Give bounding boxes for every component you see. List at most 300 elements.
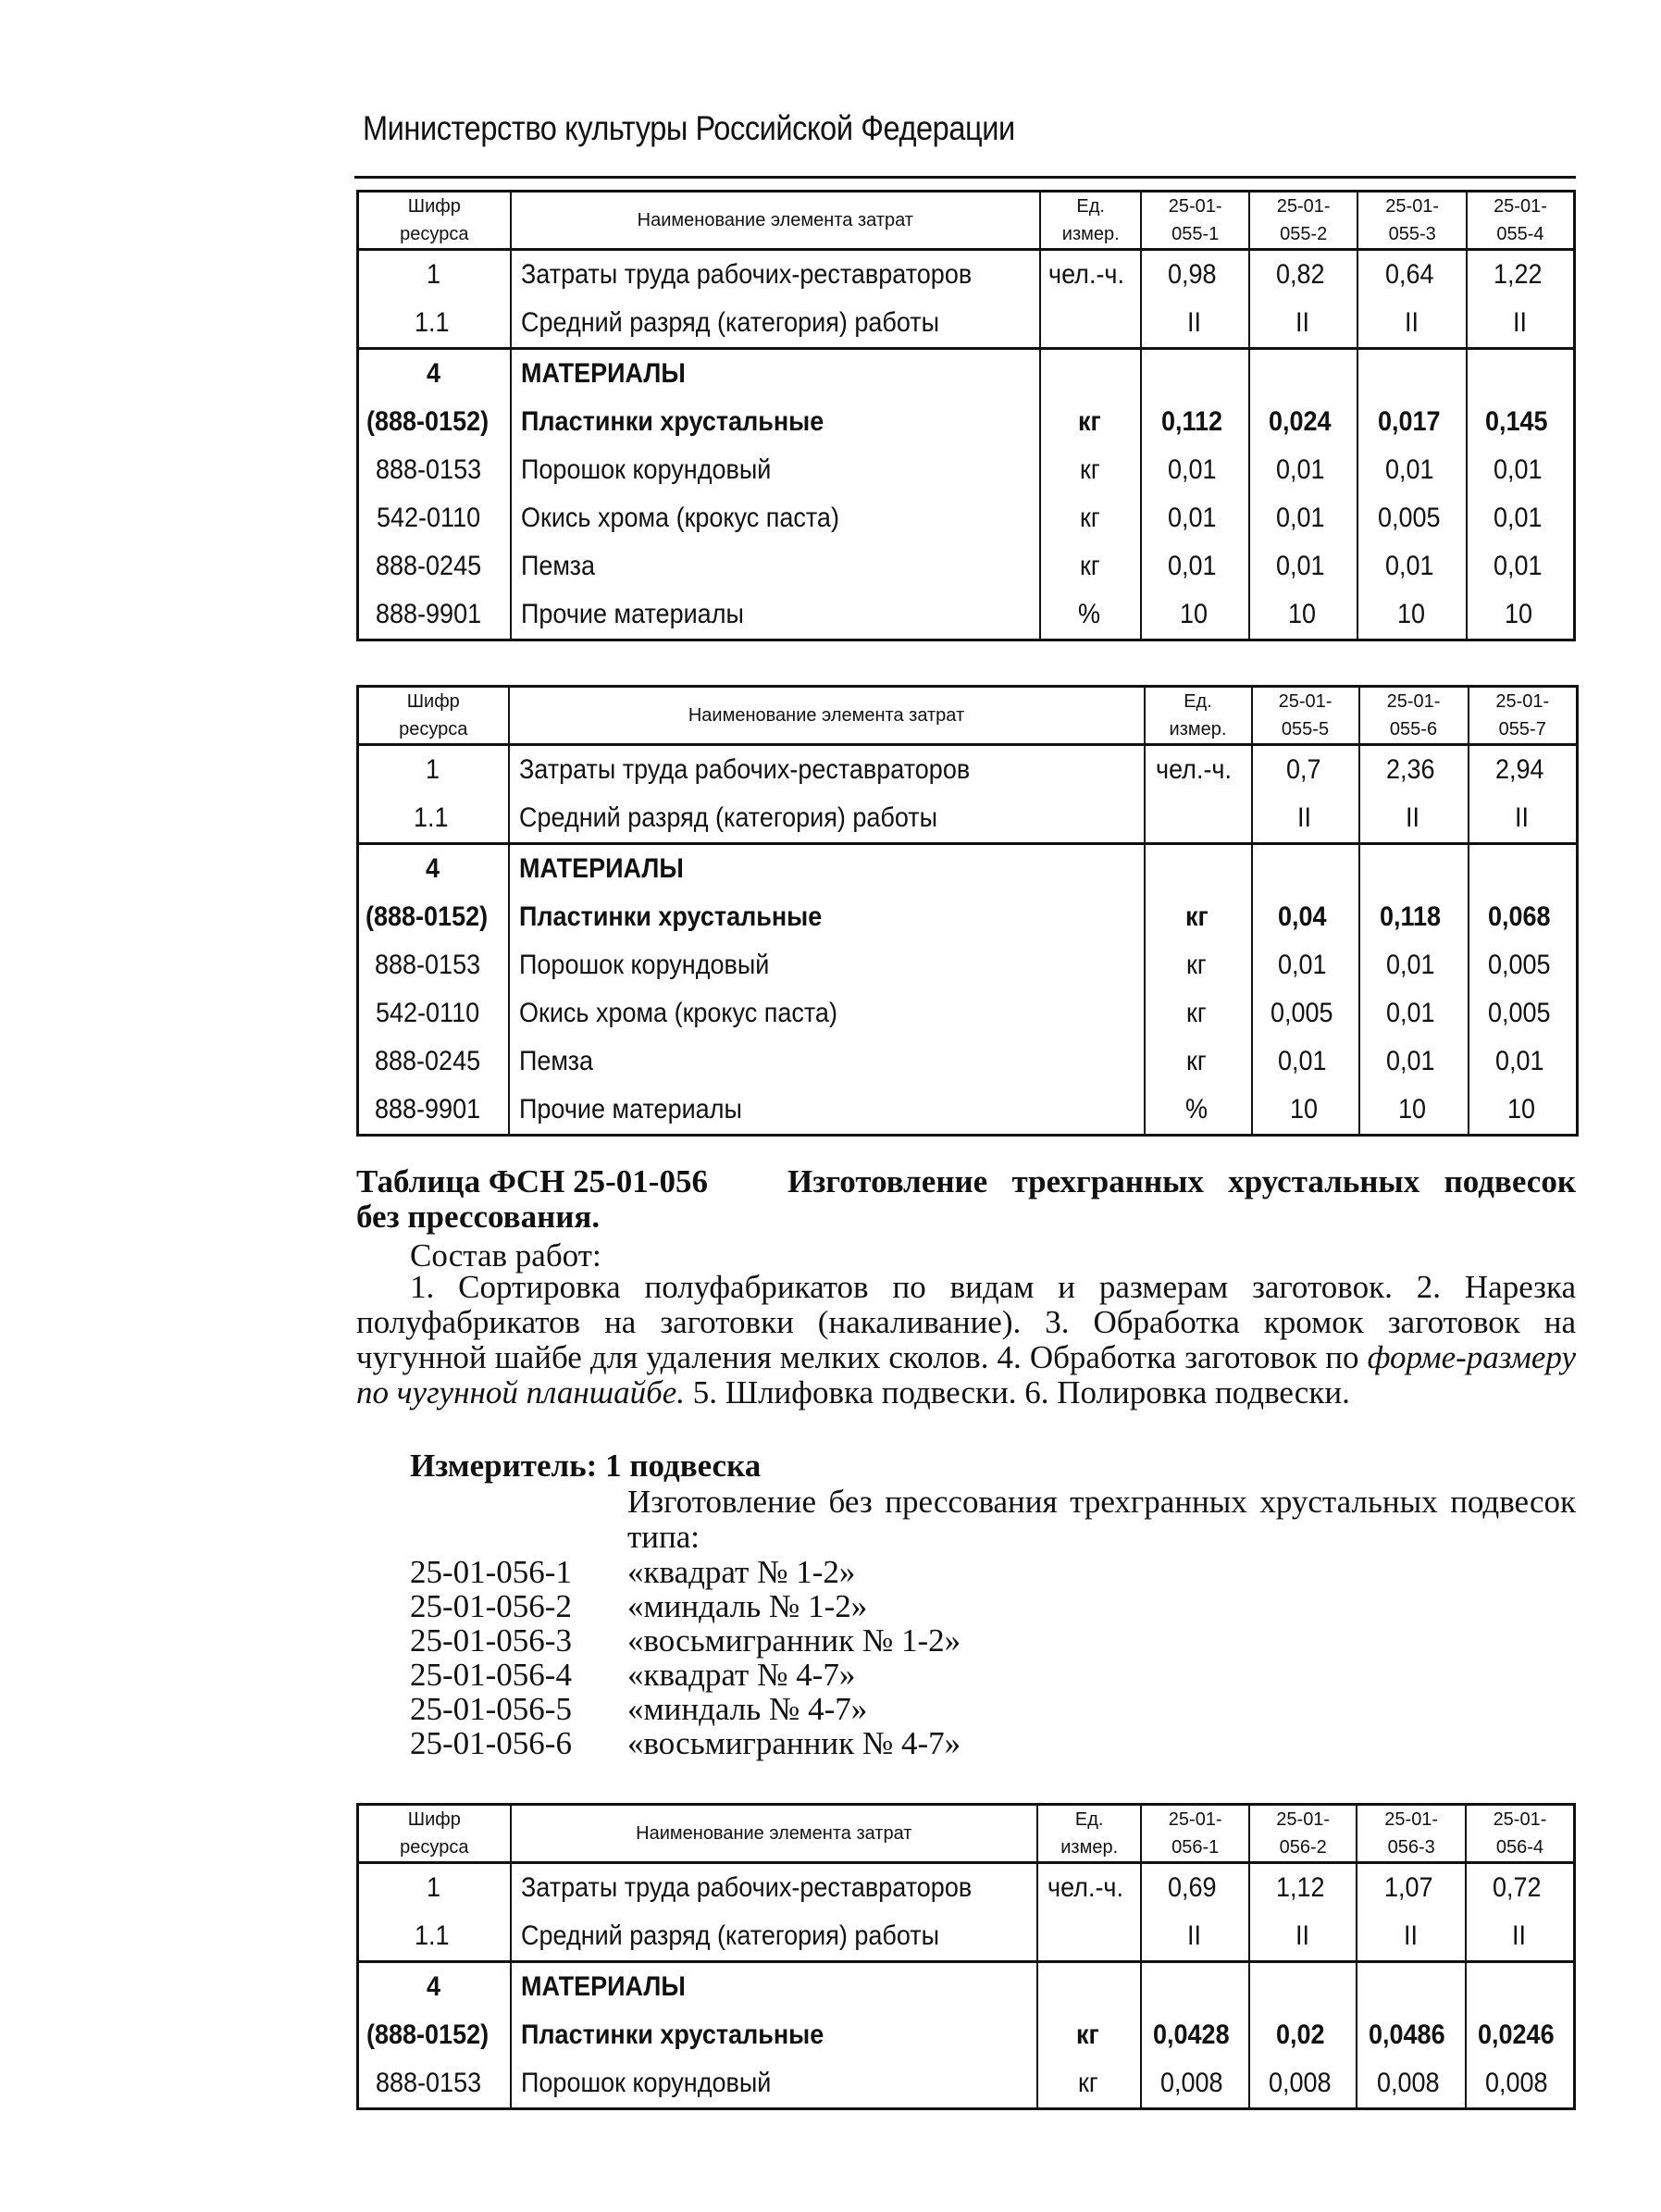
resource-code-cell xyxy=(358,446,511,494)
norm-value-cell xyxy=(1249,446,1358,494)
norm-value-cell xyxy=(1469,893,1578,941)
cost-element-name-cell-text: Порошок корундовый xyxy=(518,950,769,980)
cost-element-name-cell xyxy=(511,590,1040,640)
norm-value-cell xyxy=(1469,941,1578,989)
variant-label: «миндаль № 1-2» xyxy=(627,1588,868,1624)
norm-value-cell xyxy=(1467,446,1575,494)
norm-value-cell-text: II xyxy=(1297,802,1312,833)
norm-value-cell-text: 10 xyxy=(1506,1094,1535,1125)
resource-code-cell-text: 1.1 xyxy=(415,307,450,338)
col-header-variant: 25-01-055-4 xyxy=(1467,192,1575,250)
norm-value-cell xyxy=(1141,1863,1249,1913)
variant-label: «восьмигранник № 4-7» xyxy=(627,1725,961,1761)
norm-value-cell xyxy=(1469,844,1578,894)
norm-value-cell xyxy=(1359,745,1469,795)
norm-value-cell xyxy=(1359,794,1469,844)
norm-value-cell-text: 0,008 xyxy=(1484,2068,1548,2098)
norm-value-cell xyxy=(1249,349,1358,399)
unit-cell-text: чел.-ч. xyxy=(1155,754,1232,785)
cost-element-name-cell xyxy=(511,398,1040,446)
norm-value-cell xyxy=(1252,1038,1359,1086)
resource-code-cell xyxy=(358,2059,511,2109)
cost-element-name-cell-text: МАТЕРИАЛЫ xyxy=(520,358,686,389)
table-header-row xyxy=(358,192,1575,250)
norm-value-cell xyxy=(1249,250,1358,300)
norm-value-cell-text: 1,12 xyxy=(1275,1872,1325,1903)
table-row xyxy=(358,349,1575,399)
norm-value-cell xyxy=(1357,2011,1466,2059)
variant-item xyxy=(410,1726,961,1760)
norm-value-cell xyxy=(1249,1962,1357,2012)
unit-cell xyxy=(1145,1086,1252,1136)
norm-value-cell xyxy=(1252,1086,1359,1136)
norm-value-cell-text: 0,005 xyxy=(1487,998,1551,1028)
composition-text-italic: форме-размеру по чугунной планшайбе. xyxy=(356,1339,1576,1410)
cost-element-name-cell xyxy=(511,2059,1037,2109)
unit-cell xyxy=(1145,745,1252,795)
measure-unit: Измеритель: 1 подвеска xyxy=(410,1448,762,1484)
unit-cell xyxy=(1145,941,1252,989)
norm-value-cell-text: 1,07 xyxy=(1384,1872,1433,1903)
unit-cell-text: кг xyxy=(1184,901,1209,932)
resource-code-cell-text: 4 xyxy=(426,1971,440,2002)
norm-value-cell-text: II xyxy=(1187,1920,1202,1951)
unit-cell xyxy=(1037,1962,1141,2012)
unit-cell-text: кг xyxy=(1079,551,1100,581)
unit-cell xyxy=(1040,590,1141,640)
cost-element-name-cell-text: Пластинки хрустальные xyxy=(518,901,822,932)
col-header-variant: 25-01-055-6 xyxy=(1359,687,1469,745)
norm-value-cell xyxy=(1357,1863,1466,1913)
resource-code-cell xyxy=(358,794,509,844)
col-header-variant: 25-01-055-2 xyxy=(1249,192,1358,250)
norm-value-cell-text: 0,7 xyxy=(1285,754,1321,785)
col-header-name: Наименование элемента затрат xyxy=(511,1805,1037,1863)
norm-value-cell-text: 10 xyxy=(1179,599,1209,629)
cost-element-name-cell xyxy=(511,446,1040,494)
norm-value-cell-text: 0,01 xyxy=(1493,503,1543,533)
norm-value-cell xyxy=(1357,494,1467,542)
unit-cell xyxy=(1037,2011,1141,2059)
resource-code-cell xyxy=(358,989,509,1038)
norm-value-cell xyxy=(1467,349,1575,399)
norm-value-cell xyxy=(1252,745,1359,795)
resource-code-cell xyxy=(358,398,511,446)
norm-value-cell xyxy=(1467,299,1575,349)
resource-code-cell-text: 1 xyxy=(425,754,440,785)
resource-code-cell xyxy=(358,250,511,300)
cost-element-name-cell-text: Пемза xyxy=(520,551,595,581)
unit-cell xyxy=(1145,794,1252,844)
resource-code-cell xyxy=(358,893,509,941)
norm-value-cell xyxy=(1357,590,1467,640)
norm-value-cell-text: 0,01 xyxy=(1386,1046,1435,1076)
norm-value-cell-text: 0,0246 xyxy=(1477,2019,1555,2050)
norm-value-cell-text: II xyxy=(1295,1920,1309,1951)
norm-value-cell-text: 0,145 xyxy=(1485,406,1549,437)
table-row xyxy=(358,941,1578,989)
norm-value-cell xyxy=(1467,542,1575,590)
table-row xyxy=(358,1962,1575,2012)
norm-value-cell-text: 0,01 xyxy=(1493,454,1543,485)
unit-cell-text: % xyxy=(1185,1094,1209,1125)
norm-value-cell-text: 0,008 xyxy=(1160,2068,1223,2098)
cost-element-name-cell-text: Окись хрома (крокус паста) xyxy=(518,998,837,1028)
norm-value-cell xyxy=(1357,1912,1466,1962)
norm-value-cell xyxy=(1141,349,1249,399)
norm-value-cell-text: 0,01 xyxy=(1276,454,1326,485)
norm-value-cell xyxy=(1469,1038,1578,1086)
table-row xyxy=(358,893,1578,941)
col-header-name: Наименование элемента затрат xyxy=(509,687,1145,745)
table-row xyxy=(358,1863,1575,1913)
page-header-title: Министерство культуры Российской Федерации xyxy=(363,109,1015,147)
norm-value-cell xyxy=(1467,398,1575,446)
cost-element-name-cell-text: МАТЕРИАЛЫ xyxy=(518,853,684,884)
resource-code-cell xyxy=(358,745,509,795)
unit-cell-text: чел.-ч. xyxy=(1047,1872,1123,1903)
cost-element-name-cell xyxy=(511,299,1040,349)
table-row xyxy=(358,1038,1578,1086)
norm-value-cell xyxy=(1141,2059,1249,2109)
resource-code-cell xyxy=(358,494,511,542)
unit-cell xyxy=(1037,1912,1141,1962)
resource-code-cell-text: (888-0152) xyxy=(366,406,490,437)
norm-value-cell xyxy=(1141,1962,1249,2012)
norm-value-cell-text: 0,01 xyxy=(1386,998,1435,1028)
cost-element-name-cell-text: Средний разряд (категория) работы xyxy=(520,307,939,338)
norm-value-cell xyxy=(1467,590,1575,640)
norm-value-cell-text: II xyxy=(1403,1920,1418,1951)
norm-value-cell-text: 0,01 xyxy=(1385,454,1434,485)
norm-value-cell xyxy=(1249,1912,1357,1962)
composition-text xyxy=(356,1270,1576,1410)
unit-cell xyxy=(1145,844,1252,894)
resource-code-cell-text: 542-0110 xyxy=(377,503,481,533)
table-row xyxy=(358,398,1575,446)
variant-item xyxy=(410,1555,961,1589)
norm-value-cell-text: 0,008 xyxy=(1376,2068,1440,2098)
col-header-unit: Ед. измер. xyxy=(1040,192,1141,250)
norm-value-cell-text: II xyxy=(1512,307,1527,338)
norm-value-cell-text: 0,0428 xyxy=(1152,2019,1230,2050)
section-heading xyxy=(356,1164,1576,1235)
cost-element-name-cell xyxy=(511,2011,1037,2059)
col-header-variant: 25-01-056-1 xyxy=(1141,1805,1249,1863)
cost-element-name-cell xyxy=(511,250,1040,300)
resource-code-cell-text: (888-0152) xyxy=(366,2019,490,2050)
norm-value-cell xyxy=(1466,2011,1575,2059)
resource-code-cell xyxy=(358,590,511,640)
col-header-name: Наименование элемента затрат xyxy=(511,192,1040,250)
cost-element-name-cell xyxy=(509,1086,1145,1136)
composition-text-part-1: 1. Сортировка полуфабрикатов по видам и размерам заготовок. 2. Нарезка полуфабрикатов на заготовки (накаливание). 3. Обработка кромок заготовок на чугунной шайбе для удаления мелких сколов. 4. Обработка заготовок по xyxy=(356,1269,1576,1375)
norm-value-cell-text: 0,112 xyxy=(1160,406,1223,437)
cost-element-name-cell xyxy=(511,1863,1037,1913)
variant-label: «квадрат № 4-7» xyxy=(627,1657,856,1693)
norm-value-cell-text: 0,068 xyxy=(1487,901,1551,932)
norm-value-cell-text: 0,01 xyxy=(1276,551,1326,581)
norm-value-cell xyxy=(1141,1912,1249,1962)
norm-value-cell xyxy=(1252,893,1359,941)
norm-table-055-1-4 xyxy=(356,190,1576,641)
norm-value-cell xyxy=(1357,446,1467,494)
table-row xyxy=(358,446,1575,494)
norm-value-cell xyxy=(1252,844,1359,894)
norm-value-cell xyxy=(1141,446,1249,494)
norm-value-cell xyxy=(1249,398,1358,446)
cost-element-name-cell-text: Пластинки хрустальные xyxy=(520,406,824,437)
section-table-code: Таблица ФСН 25-01-056 xyxy=(356,1163,708,1199)
unit-cell xyxy=(1040,299,1141,349)
table-row xyxy=(358,745,1578,795)
norm-value-cell-text: 0,017 xyxy=(1377,406,1441,437)
col-header-variant: 25-01-055-7 xyxy=(1469,687,1578,745)
norm-value-cell-text: 0,0486 xyxy=(1369,2019,1445,2050)
norm-value-cell-text: 10 xyxy=(1505,599,1533,629)
variant-item xyxy=(410,1623,961,1658)
norm-value-cell xyxy=(1359,1086,1469,1136)
norm-value-cell xyxy=(1141,542,1249,590)
norm-value-cell-text: II xyxy=(1512,1920,1527,1951)
cost-element-name-cell xyxy=(511,494,1040,542)
norm-value-cell xyxy=(1141,250,1249,300)
col-header-variant: 25-01-055-3 xyxy=(1357,192,1467,250)
resource-code-cell-text: 888-9901 xyxy=(375,599,482,629)
cost-element-name-cell xyxy=(509,794,1145,844)
norm-value-cell xyxy=(1469,1086,1578,1136)
norm-value-cell xyxy=(1357,542,1467,590)
variants-list xyxy=(410,1555,961,1760)
table-row xyxy=(358,299,1575,349)
resource-code-cell-text: 1 xyxy=(426,259,440,290)
variant-code: 25-01-056-1 xyxy=(410,1554,572,1590)
cost-element-name-cell xyxy=(509,844,1145,894)
norm-value-cell xyxy=(1249,2059,1357,2109)
variants-intro: Изготовление без прессования трехгранных хрустальных подвесок типа: xyxy=(627,1484,1576,1555)
cost-element-name-cell xyxy=(511,1912,1037,1962)
norm-value-cell-text: II xyxy=(1406,802,1420,833)
resource-code-cell xyxy=(358,1912,511,1962)
resource-code-cell-text: 888-0153 xyxy=(375,454,482,485)
norm-value-cell-text: 0,01 xyxy=(1278,950,1327,980)
resource-code-cell xyxy=(358,2011,511,2059)
norm-value-cell-text: 0,01 xyxy=(1278,1046,1327,1076)
variant-code: 25-01-056-2 xyxy=(410,1588,572,1624)
unit-cell xyxy=(1040,398,1141,446)
norm-value-cell-text: 0,008 xyxy=(1268,2068,1332,2098)
norm-value-cell-text: 0,64 xyxy=(1385,259,1434,290)
col-header-unit: Ед. измер. xyxy=(1145,687,1252,745)
col-header-variant: 25-01-056-4 xyxy=(1466,1805,1575,1863)
norm-value-cell-text: 1,22 xyxy=(1493,259,1543,290)
unit-cell-text: кг xyxy=(1078,2068,1098,2098)
norm-value-cell xyxy=(1359,1038,1469,1086)
resource-code-cell-text: (888-0152) xyxy=(365,901,488,932)
cost-element-name-cell-text: Прочие материалы xyxy=(520,599,744,629)
norm-value-cell xyxy=(1357,299,1467,349)
norm-table-056-1-4 xyxy=(356,1803,1576,2110)
cost-element-name-cell-text: Затраты труда рабочих-реставраторов xyxy=(520,259,972,290)
unit-cell-text: кг xyxy=(1079,503,1100,533)
norm-value-cell xyxy=(1466,1962,1575,2012)
variant-code: 25-01-056-6 xyxy=(410,1725,572,1761)
norm-value-cell xyxy=(1469,989,1578,1038)
norm-value-cell xyxy=(1249,494,1358,542)
norm-value-cell-text: 10 xyxy=(1397,1094,1426,1125)
norm-value-cell xyxy=(1141,590,1249,640)
norm-value-cell xyxy=(1249,590,1358,640)
norm-value-cell-text: II xyxy=(1514,802,1529,833)
norm-value-cell xyxy=(1357,2059,1466,2109)
resource-code-cell-text: 888-0245 xyxy=(374,1046,480,1076)
norm-value-cell-text: 0,024 xyxy=(1269,406,1332,437)
cost-element-name-cell-text: Порошок корундовый xyxy=(520,2068,771,2098)
resource-code-cell xyxy=(358,349,511,399)
composition-text-part-2: 5. Шлифовка подвески. 6. Полировка подвески. xyxy=(685,1374,1350,1410)
table-row xyxy=(358,2059,1575,2109)
composition-label: Состав работ: xyxy=(410,1237,601,1274)
resource-code-cell xyxy=(358,1038,509,1086)
table-row xyxy=(358,794,1578,844)
resource-code-cell-text: 888-0245 xyxy=(375,551,482,581)
norm-value-cell-text: 0,01 xyxy=(1168,551,1218,581)
unit-cell xyxy=(1145,1038,1252,1086)
norm-value-cell-text: 2,94 xyxy=(1495,754,1544,785)
table-row xyxy=(358,844,1578,894)
norm-value-cell xyxy=(1359,941,1469,989)
unit-cell xyxy=(1040,250,1141,300)
norm-value-cell-text: 0,01 xyxy=(1495,1046,1544,1076)
resource-code-cell-text: 1.1 xyxy=(415,1920,450,1951)
unit-cell xyxy=(1040,446,1141,494)
resource-code-cell-text: 1.1 xyxy=(414,802,449,833)
col-header-code: Шифр ресурса xyxy=(358,1805,511,1863)
unit-cell xyxy=(1037,2059,1141,2109)
col-header-code: Шифр ресурса xyxy=(358,687,509,745)
cost-element-name-cell-text: Пемза xyxy=(518,1046,593,1076)
norm-value-cell-text: 0,69 xyxy=(1168,1872,1218,1903)
resource-code-cell xyxy=(358,299,511,349)
col-header-variant: 25-01-055-5 xyxy=(1252,687,1359,745)
variant-item xyxy=(410,1658,961,1692)
norm-value-cell-text: 0,04 xyxy=(1278,901,1327,932)
col-header-variant: 25-01-056-3 xyxy=(1357,1805,1466,1863)
norm-value-cell-text: 0,01 xyxy=(1168,454,1218,485)
unit-cell-text: кг xyxy=(1186,998,1208,1028)
norm-value-cell xyxy=(1252,989,1359,1038)
cost-element-name-cell xyxy=(511,349,1040,399)
cost-element-name-cell xyxy=(509,941,1145,989)
resource-code-cell-text: 1 xyxy=(426,1872,440,1903)
norm-value-cell xyxy=(1467,494,1575,542)
norm-value-cell-text: 0,01 xyxy=(1168,503,1218,533)
section-table-title: Изготовление трехгранных хрустальных подвесок без прессования. xyxy=(356,1163,1576,1235)
norm-table-055-5-7 xyxy=(356,685,1579,1137)
table-row xyxy=(358,250,1575,300)
cost-element-name-cell-text: Средний разряд (категория) работы xyxy=(518,802,937,833)
norm-value-cell xyxy=(1466,1912,1575,1962)
norm-value-cell xyxy=(1357,1962,1466,2012)
norm-value-cell xyxy=(1141,299,1249,349)
cost-element-name-cell-text: Прочие материалы xyxy=(518,1094,742,1125)
norm-value-cell xyxy=(1249,542,1358,590)
variant-code: 25-01-056-4 xyxy=(410,1657,572,1693)
table-row xyxy=(358,2011,1575,2059)
cost-element-name-cell-text: МАТЕРИАЛЫ xyxy=(520,1971,686,2002)
unit-cell-text: кг xyxy=(1186,950,1208,980)
resource-code-cell-text: 4 xyxy=(425,853,440,884)
unit-cell xyxy=(1145,893,1252,941)
resource-code-cell xyxy=(358,1962,511,2012)
norm-value-cell-text: II xyxy=(1295,307,1310,338)
norm-value-cell-text: 0,01 xyxy=(1385,551,1434,581)
norm-value-cell xyxy=(1141,494,1249,542)
norm-value-cell-text: II xyxy=(1404,307,1419,338)
table-row xyxy=(358,1086,1578,1136)
unit-cell xyxy=(1040,494,1141,542)
cost-element-name-cell-text: Затраты труда рабочих-реставраторов xyxy=(520,1872,972,1903)
norm-value-cell xyxy=(1141,398,1249,446)
norm-value-cell xyxy=(1467,250,1575,300)
col-header-unit: Ед. измер. xyxy=(1037,1805,1141,1863)
norm-value-cell-text: 0,72 xyxy=(1493,1872,1542,1903)
cost-element-name-cell-text: Затраты труда рабочих-реставраторов xyxy=(518,754,970,785)
unit-cell-text: кг xyxy=(1077,406,1101,437)
unit-cell-text: % xyxy=(1078,599,1101,629)
unit-cell-text: кг xyxy=(1076,2019,1100,2050)
cost-element-name-cell xyxy=(509,893,1145,941)
resource-code-cell xyxy=(358,941,509,989)
norm-value-cell-text: 0,98 xyxy=(1168,259,1218,290)
table-row xyxy=(358,494,1575,542)
norm-value-cell-text: 0,01 xyxy=(1493,551,1543,581)
norm-value-cell xyxy=(1252,941,1359,989)
cost-element-name-cell-text: Порошок корундовый xyxy=(520,454,771,485)
variant-label: «восьмигранник № 1-2» xyxy=(627,1622,961,1659)
table-header-row xyxy=(358,687,1578,745)
unit-cell-text: кг xyxy=(1186,1046,1208,1076)
table-row xyxy=(358,989,1578,1038)
norm-value-cell xyxy=(1141,2011,1249,2059)
unit-cell xyxy=(1040,349,1141,399)
unit-cell-text: чел.-ч. xyxy=(1048,259,1125,290)
resource-code-cell-text: 888-0153 xyxy=(374,950,480,980)
norm-value-cell xyxy=(1359,844,1469,894)
norm-value-cell xyxy=(1466,2059,1575,2109)
resource-code-cell-text: 888-0153 xyxy=(375,2068,482,2098)
norm-value-cell xyxy=(1469,745,1578,795)
norm-value-cell xyxy=(1357,349,1467,399)
norm-value-cell xyxy=(1357,250,1467,300)
resource-code-cell xyxy=(358,542,511,590)
table-row xyxy=(358,542,1575,590)
resource-code-cell xyxy=(358,1863,511,1913)
norm-value-cell xyxy=(1466,1863,1575,1913)
cost-element-name-cell xyxy=(509,989,1145,1038)
unit-cell-text: кг xyxy=(1079,454,1100,485)
table-row xyxy=(358,1912,1575,1962)
unit-cell xyxy=(1040,542,1141,590)
norm-value-cell xyxy=(1359,893,1469,941)
norm-value-cell xyxy=(1249,1863,1357,1913)
resource-code-cell xyxy=(358,1086,509,1136)
cost-element-name-cell-text: Окись хрома (крокус паста) xyxy=(520,503,839,533)
col-header-variant: 25-01-056-2 xyxy=(1249,1805,1357,1863)
norm-value-cell-text: 10 xyxy=(1289,1094,1318,1125)
norm-value-cell xyxy=(1252,794,1359,844)
cost-element-name-cell-text: Пластинки хрустальные xyxy=(520,2019,824,2050)
